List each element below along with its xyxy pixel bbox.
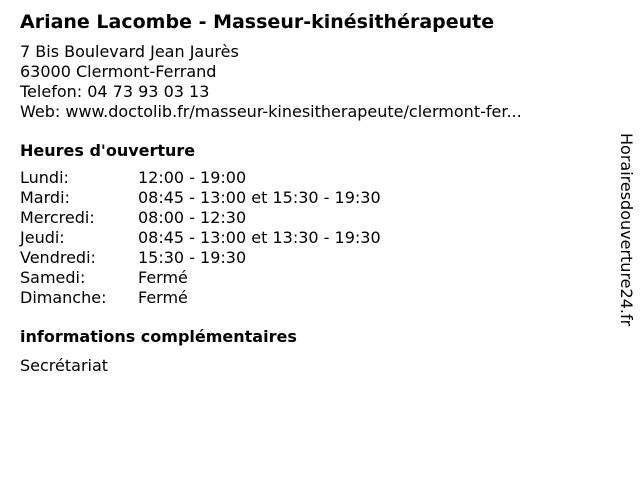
hours-time: 08:45 - 13:00 et 15:30 - 19:30: [138, 188, 381, 207]
additional-info-text: Secrétariat: [20, 356, 109, 375]
hours-day: Vendredi:: [20, 248, 96, 267]
hours-day: Samedi:: [20, 268, 86, 287]
hours-row-tuesday: [20, 188, 600, 208]
phone-number: Telefon: 04 73 93 03 13: [20, 82, 210, 101]
additional-info-heading: informations complémentaires: [20, 327, 297, 346]
brand-watermark: [612, 133, 636, 373]
hours-day: Mardi:: [20, 188, 70, 207]
contact-block: [20, 42, 600, 122]
hours-time: 15:30 - 19:30: [138, 248, 247, 267]
hours-time: 12:00 - 19:00: [138, 168, 247, 187]
business-card: [20, 8, 600, 376]
hours-row-monday: [20, 168, 600, 188]
hours-row-wednesday: [20, 208, 600, 228]
hours-time: 08:00 - 12:30: [138, 208, 247, 227]
hours-row-saturday: [20, 268, 600, 288]
opening-hours-table: [20, 168, 600, 308]
hours-day: Dimanche:: [20, 288, 107, 307]
address-street: 7 Bis Boulevard Jean Jaurès: [20, 42, 239, 61]
hours-row-sunday: [20, 288, 600, 308]
opening-hours-heading: Heures d'ouverture: [20, 141, 196, 160]
hours-row-thursday: [20, 228, 600, 248]
hours-day: Jeudi:: [20, 228, 65, 247]
hours-day: Mercredi:: [20, 208, 95, 227]
brand-watermark-text: Horairesdouverture24.fr: [617, 133, 636, 327]
hours-row-friday: [20, 248, 600, 268]
hours-day: Lundi:: [20, 168, 69, 187]
hours-time: 08:45 - 13:00 et 13:30 - 19:30: [138, 228, 381, 247]
address-city: 63000 Clermont-Ferrand: [20, 62, 217, 81]
hours-time: Fermé: [138, 288, 188, 307]
hours-time: Fermé: [138, 268, 188, 287]
website-link[interactable]: Web: www.doctolib.fr/masseur-kinesitherapeute/clermont-fer...: [20, 102, 522, 121]
business-title: Ariane Lacombe - Masseur-kinésithérapeute: [20, 11, 495, 33]
